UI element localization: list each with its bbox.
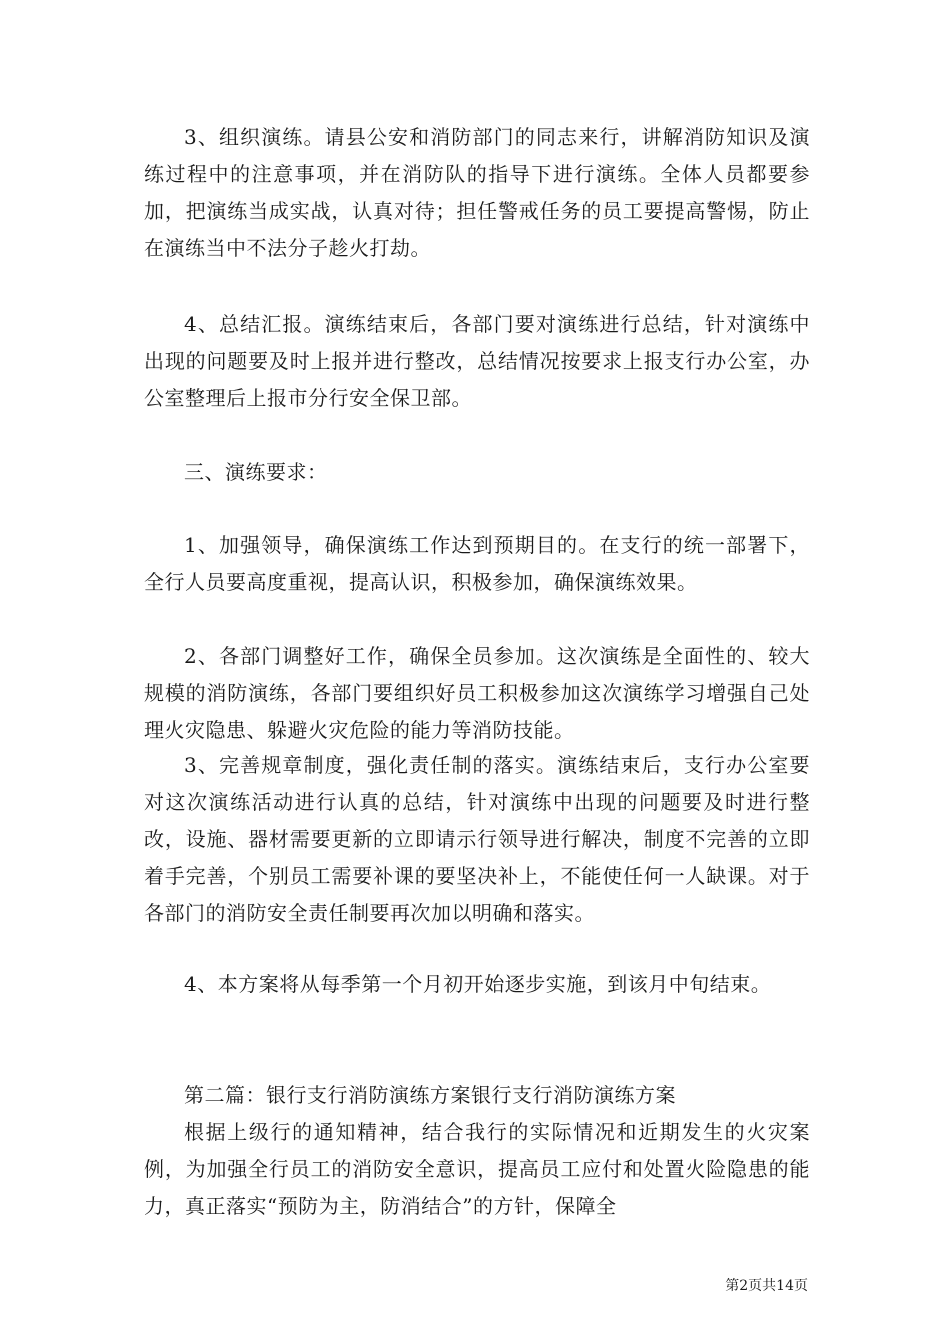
page-number-footer: 第2页共14页 xyxy=(725,1278,808,1294)
paragraph-implementation-schedule: 4、本方案将从每季第一个月初开始逐步实施，到该月中旬结束。 xyxy=(184,972,772,996)
paragraph-leadership: 1、加强领导，确保演练工作达到预期目的。在支行的统一部署下，全行人员要高度重视，提高认识，积极参加，确保演练效果。 xyxy=(144,533,810,594)
paragraph-drill-organization: 3、组织演练。请县公安和消防部门的同志来行，讲解消防知识及演练过程中的注意事项，并在消防队的指导下进行演练。全体人员都要参加，把演练当成实战，认真对待；担任警戒任务的员工要提高警惕，防止在演练当中不法分子趁火打劫。 xyxy=(144,125,810,260)
paragraph-intro-part-two: 根据上级行的通知精神，结合我行的实际情况和近期发生的火灾案例，为加强全行员工的消防安全意识，提高员工应付和处置火险隐患的能力，真正落实“预防为主，防消结合”的方针，保障全 xyxy=(144,1120,810,1218)
chapter-title-part-two: 第二篇：银行支行消防演练方案银行支行消防演练方案 xyxy=(184,1083,676,1107)
paragraph-summary-report: 4、总结汇报。演练结束后，各部门要对演练进行总结，针对演练中出现的问题要及时上报并进行整改，总结情况按要求上报支行办公室，办公室整理后上报市分行安全保卫部。 xyxy=(144,312,810,410)
paragraph-department-adjustment: 2、各部门调整好工作，确保全员参加。这次演练是全面性的、较大规模的消防演练，各部门要组织好员工积极参加这次演练学习增强自己处理火灾隐患、躲避火灾危险的能力等消防技能。 xyxy=(144,644,810,742)
section-heading-requirements: 三、演练要求： xyxy=(184,460,328,484)
paragraph-regulations: 3、完善规章制度，强化责任制的落实。演练结束后，支行办公室要对这次演练活动进行认真的总结，针对演练中出现的问题要及时进行整改，设施、器材需要更新的立即请示行领导进行解决，制度不完善的立即着手完善，个别员工需要补课的要坚决补上，不能使任何一人缺课。对于各部门的消防安全责任制要再次加以明确和落实。 xyxy=(144,753,810,925)
